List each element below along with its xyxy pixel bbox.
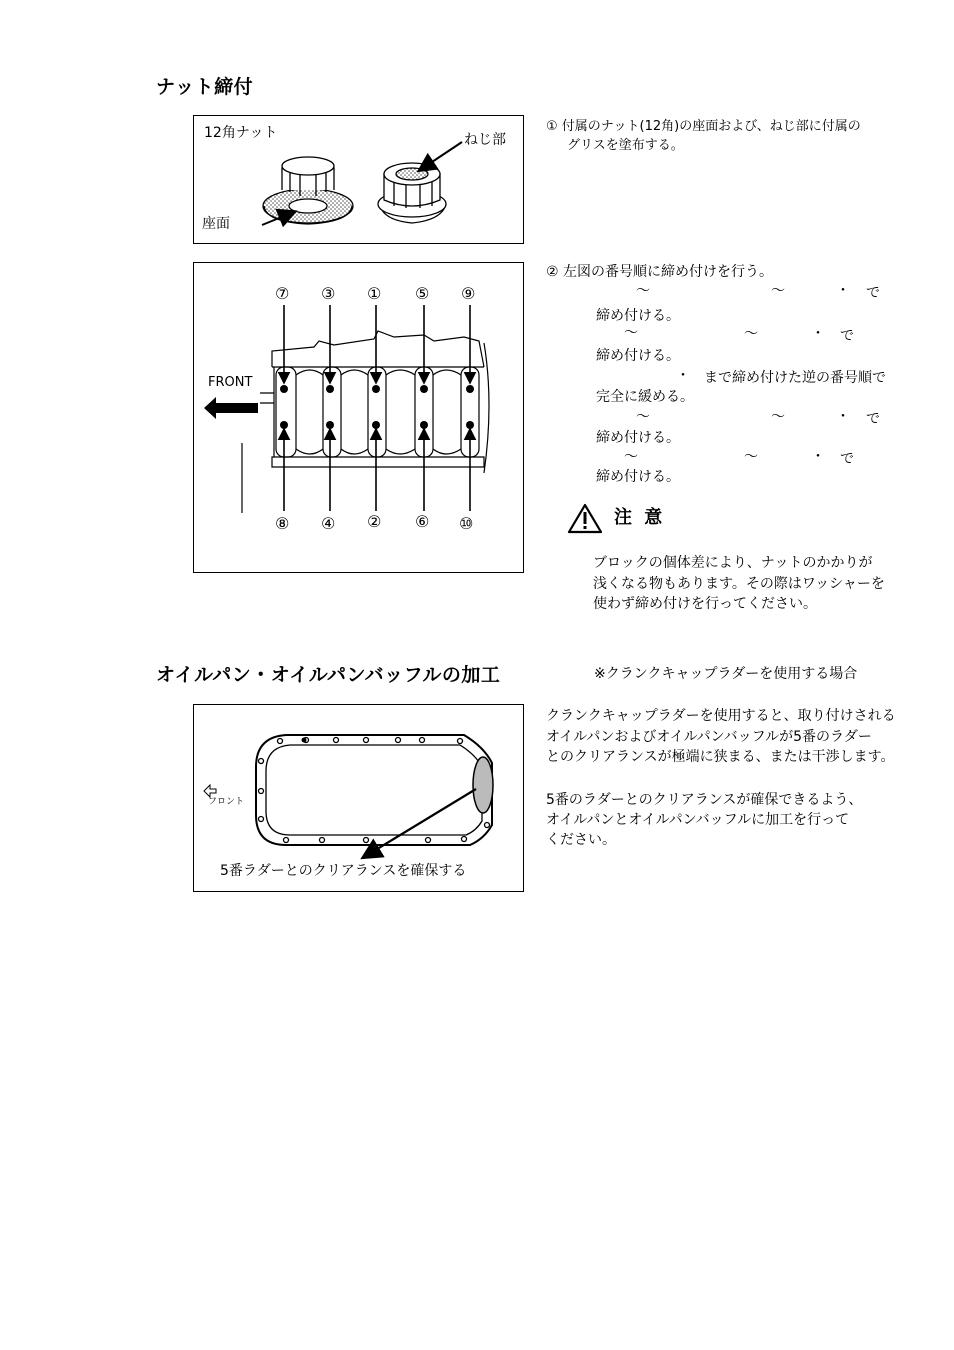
bolt-number-1: ① xyxy=(367,284,382,303)
front-arrow-icon xyxy=(204,397,258,419)
nut-seat-view xyxy=(263,157,353,224)
oil-pan-caption: 5番ラダーとのクリアランスを確保する xyxy=(220,863,467,879)
nut-figure xyxy=(193,115,524,244)
step2-row7-dot: ・ xyxy=(836,409,850,425)
step2-row9-tilde-b: ～ xyxy=(744,449,758,465)
para2-line2: オイルパンとオイルパンバッフルに加工を行って xyxy=(546,812,850,828)
para1-line2: オイルパンおよびオイルパンバッフルが5番のラダー xyxy=(546,729,872,745)
step2-row2: 締め付ける。 xyxy=(596,308,680,324)
bolt-number-10: ⑩ xyxy=(459,514,474,533)
caution-line2: 浅くなる物もあります。その際はワッシャーを xyxy=(593,576,885,592)
step2-row9-tilde-a: ～ xyxy=(624,449,638,465)
label-seat: 座面 xyxy=(202,216,230,232)
para1-line3: とのクリアランスが極端に狭まる、または干渉します。 xyxy=(546,749,895,765)
clearance-area xyxy=(473,757,493,813)
tightening-order-figure xyxy=(193,262,524,573)
bolt-holes xyxy=(259,738,490,843)
bolt-arrows xyxy=(284,305,470,511)
para2-line3: ください。 xyxy=(546,832,616,848)
label-12-point-nut: 12角ナット xyxy=(204,125,278,141)
bolt-number-3: ③ xyxy=(321,284,336,303)
step2-row7-tilde-b: ～ xyxy=(771,409,785,425)
nut-thread-view xyxy=(378,163,446,223)
step2-row8: 締め付ける。 xyxy=(596,430,680,446)
front-label-jp: フロント xyxy=(208,797,245,807)
step2-row3-de: で xyxy=(840,328,854,344)
section2-note: ※クランクキャップラダーを使用する場合 xyxy=(594,666,858,682)
step2-row3-tilde-a: ～ xyxy=(624,325,638,341)
bolt-number-2: ② xyxy=(367,512,382,531)
bolt-number-8: ⑧ xyxy=(275,514,290,533)
clearance-arrow xyxy=(364,789,476,857)
step2-row1-tilde-a: ～ xyxy=(636,283,650,299)
bolt-number-9: ⑨ xyxy=(461,284,476,303)
step2-row1-dot: ・ xyxy=(836,283,850,299)
bolt-number-4: ④ xyxy=(321,514,336,533)
step2-row7-de: で xyxy=(866,411,880,427)
step2-row1-de: で xyxy=(866,285,880,301)
bolt-number-6: ⑥ xyxy=(415,512,430,531)
step2-header: ② 左図の番号順に締め付けを行う。 xyxy=(546,264,774,280)
step2-row6: 完全に緩める。 xyxy=(596,389,694,405)
label-thread: ねじ部 xyxy=(464,132,506,148)
step2-row3-dot: ・ xyxy=(811,326,825,342)
thread-arrow xyxy=(420,142,462,170)
engine-block xyxy=(242,331,489,513)
step2-row5-text: まで締め付けた逆の番号順で xyxy=(704,370,886,386)
front-label: FRONT xyxy=(208,375,253,390)
block-diagram xyxy=(194,263,525,574)
step2-row3-tilde-b: ～ xyxy=(744,326,758,342)
oil-pan-figure xyxy=(193,704,524,892)
para1-line1: クランクキャップラダーを使用すると、取り付けされる xyxy=(546,708,896,724)
caution-line3: 使わず締め付けを行ってください。 xyxy=(593,596,817,612)
step2-row7-tilde-a: ～ xyxy=(636,409,650,425)
step2-row10: 締め付ける。 xyxy=(596,469,680,485)
caution-title: 注 意 xyxy=(614,507,666,528)
step1-line1: ① 付属のナット(12角)の座面および、ねじ部に付属の xyxy=(546,119,861,134)
caution-line1: ブロックの個体差により、ナットのかかりが xyxy=(593,555,873,571)
step2-row5-dot: ・ xyxy=(676,368,690,384)
section-title-nut-tightening: ナット締付 xyxy=(156,76,254,98)
step2-row4: 締め付ける。 xyxy=(596,348,680,364)
section-title-oil-pan: オイルパン・オイルパンバッフルの加工 xyxy=(156,664,501,686)
para2-line1: 5番のラダーとのクリアランスが確保できるよう、 xyxy=(546,792,863,808)
step2-row9-dot: ・ xyxy=(811,449,825,465)
bolt-number-5: ⑤ xyxy=(415,284,430,303)
bolt-number-7: ⑦ xyxy=(275,284,290,303)
step2-row1-tilde-b: ～ xyxy=(771,283,785,299)
step1-line2: グリスを塗布する。 xyxy=(567,138,684,153)
bolt-positions xyxy=(280,385,474,429)
step2-row9-de: で xyxy=(840,451,854,467)
